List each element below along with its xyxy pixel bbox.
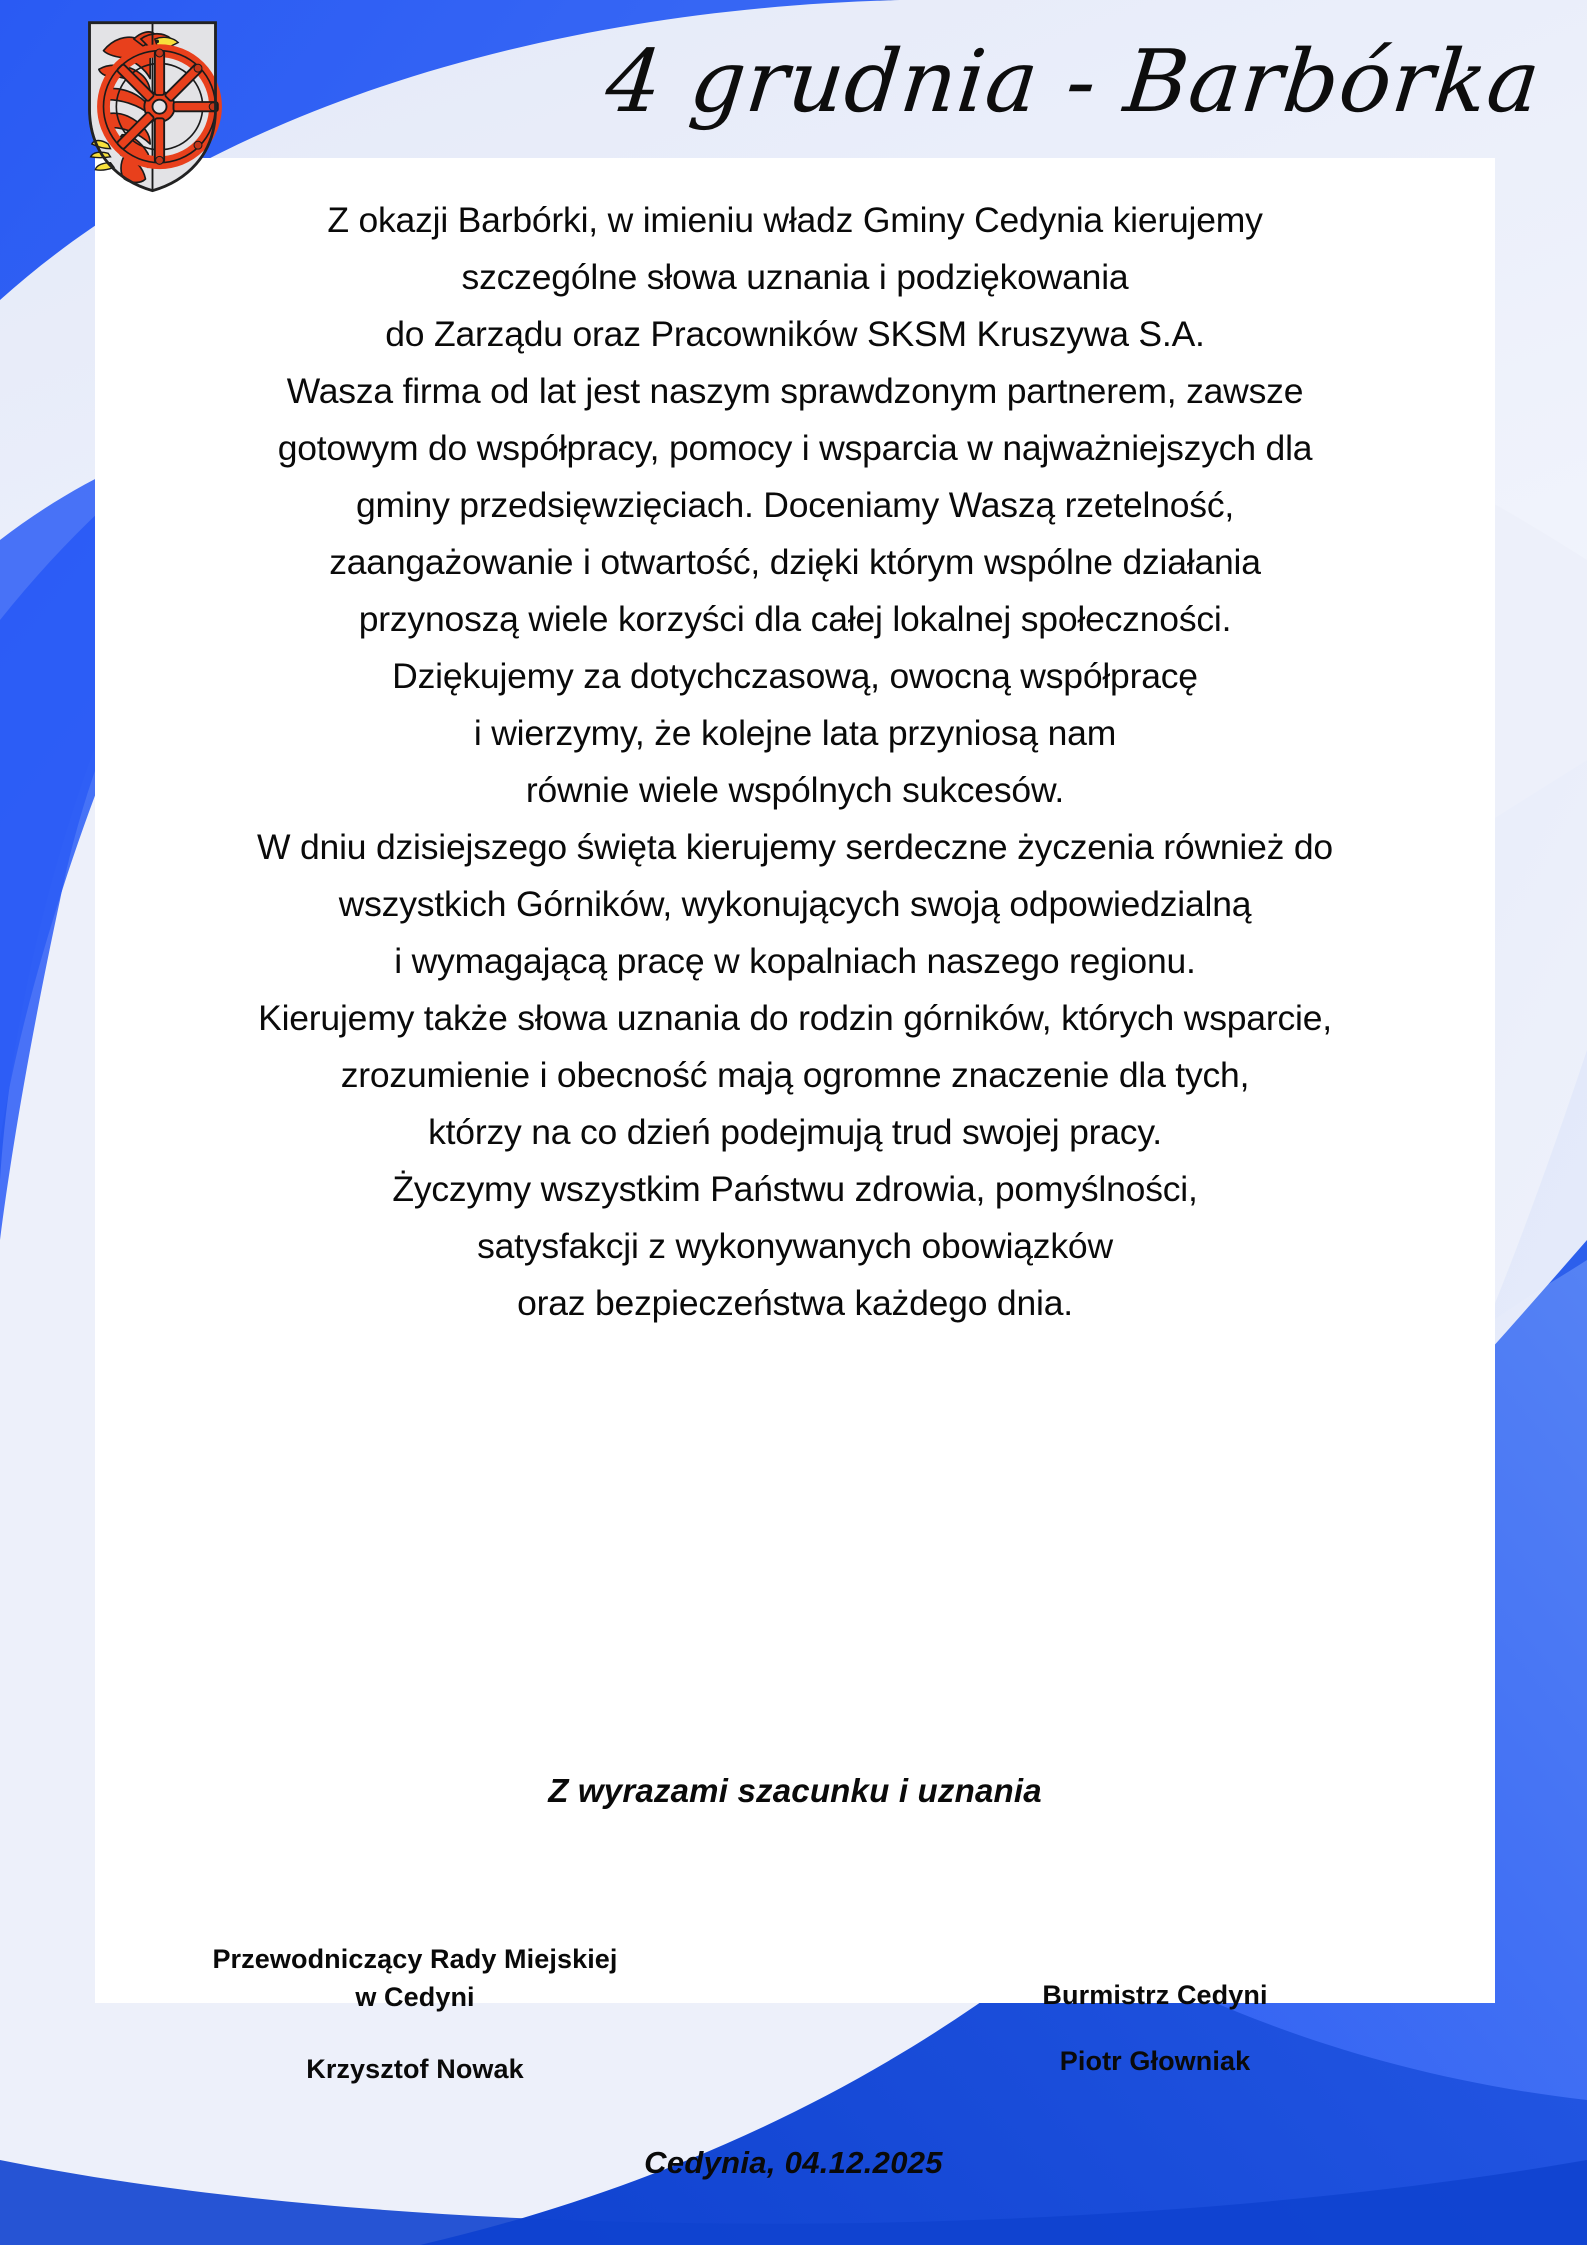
body-line: W dniu dzisiejszego święta kierujemy serdeczne życzenia również do [257, 827, 1333, 867]
signature-block-mayor [895, 1976, 1415, 2080]
body-line: gminy przedsięwzięciach. Doceniamy Waszą rzetelność, [355, 485, 1235, 525]
signature-name: Krzysztof Nowak [306, 2054, 524, 2084]
body-line: Dziękujemy za dotychczasową, owocną współpracę [392, 656, 1198, 696]
body-line: i wierzymy, że kolejne lata przyniosą nam [473, 713, 1117, 753]
signature-role-line: Burmistrz Cedyni [1042, 1980, 1268, 2010]
closing-salutation [95, 1772, 1495, 1810]
body-text [95, 192, 1495, 1332]
body-line: wszystkich Górników, wykonujących swoją odpowiedzialną [338, 884, 1252, 924]
body-line: zrozumienie i obecność mają ogromne znaczenie dla tych, [340, 1055, 1250, 1095]
body-line: którzy na co dzień podejmują trud swojej pracy. [428, 1112, 1162, 1152]
coat-of-arms-icon [80, 18, 225, 193]
body-line: oraz bezpieczeństwa każdego dnia. [517, 1283, 1073, 1323]
body-line: szczególne słowa uznania i podziękowania [461, 257, 1129, 297]
body-line: gotowym do współpracy, pomocy i wsparcia w najważniejszych dla [277, 428, 1313, 468]
signature-block-chairman [155, 1940, 675, 2088]
body-line: Kierujemy także słowa uznania do rodzin górników, których wsparcie, [258, 998, 1332, 1038]
signature-area [95, 1930, 1495, 2110]
body-line: zaangażowanie i otwartość, dzięki którym wspólne działania [329, 542, 1261, 582]
body-line: satysfakcji z wykonywanych obowiązków [477, 1226, 1113, 1266]
page-title: 4 grudnia - Barbórka [601, 32, 1546, 132]
body-line: Życzymy wszystkim Państwu zdrowia, pomyślności, [392, 1169, 1198, 1209]
signature-name: Piotr Głowniak [1059, 2046, 1251, 2076]
poster-header [0, 0, 1587, 180]
signature-role-line: Przewodniczący Rady Miejskiej [212, 1944, 618, 1974]
body-line: Wasza firma od lat jest naszym sprawdzonym partnerem, zawsze [286, 371, 1304, 411]
body-line: do Zarządu oraz Pracowników SKSM Kruszywa S.A. [385, 314, 1205, 354]
closing-line: Z wyrazami szacunku i uznania [548, 1772, 1042, 1809]
body-line: przynoszą wiele korzyści dla całej lokalnej społeczności. [358, 599, 1232, 639]
body-line: równie wiele wspólnych sukcesów. [525, 770, 1065, 810]
body-line: i wymagającą pracę w kopalniach naszego regionu. [394, 941, 1196, 981]
body-line: Z okazji Barbórki, w imieniu władz Gminy Cedynia kierujemy [327, 200, 1263, 240]
footer-date: Cedynia, 04.12.2025 [644, 2145, 943, 2180]
signature-role-line: w Cedyni [355, 1982, 475, 2012]
